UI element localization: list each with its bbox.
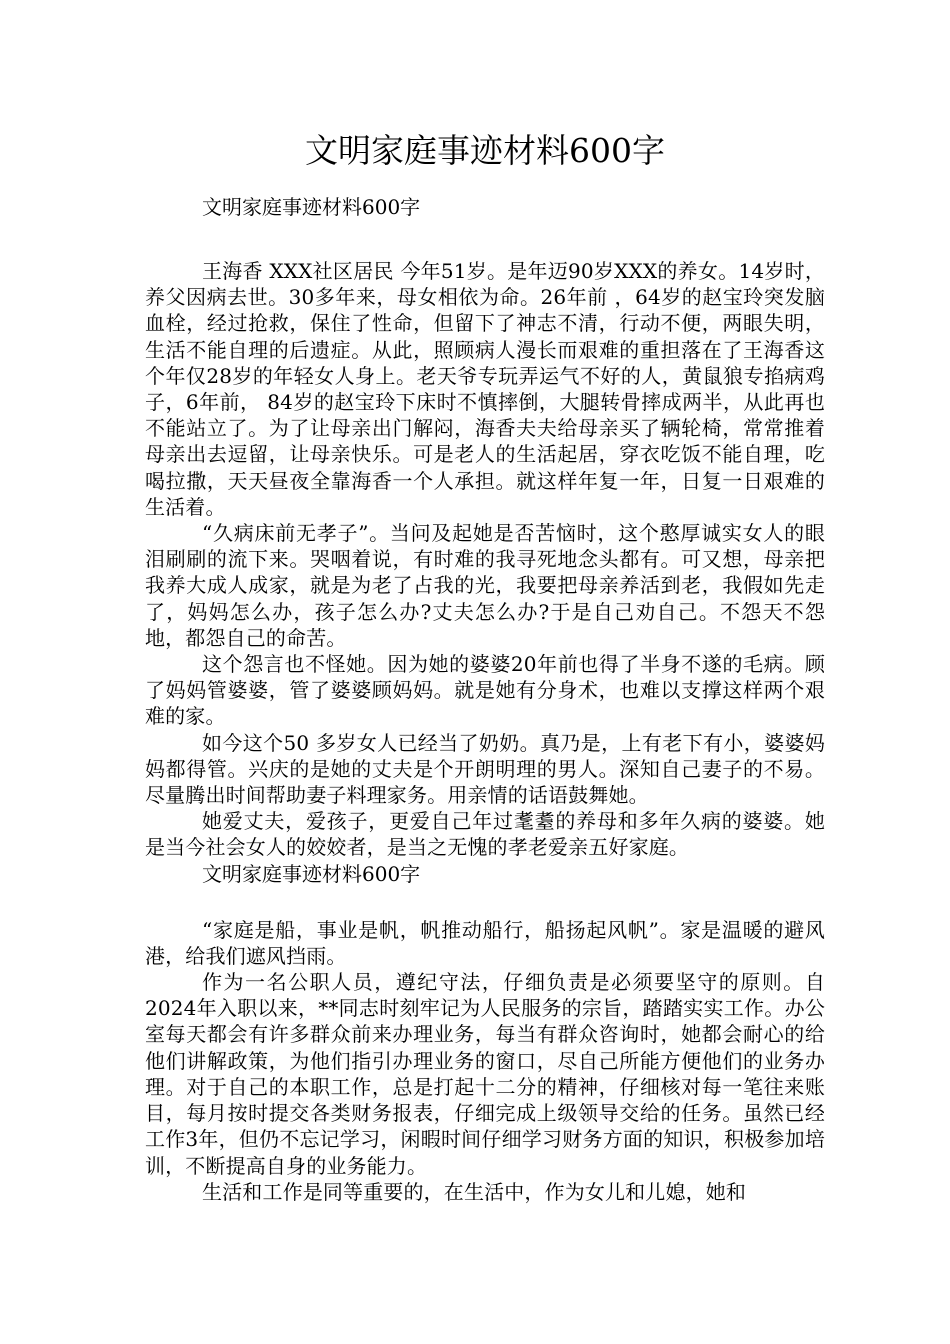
paragraph: 这个怨言也不怪她。因为她的婆婆20年前也得了半身不遂的毛病。顾了妈妈管婆婆，管了婆婆顾妈妈。就是她有分身术，也难以支撑这样两个艰难的家。 (145, 652, 825, 729)
spacer (145, 220, 825, 258)
paragraph: 王海香 XXX社区居民 今年51岁。是年迈90岁XXX的养女。14岁时，养父因病去世。30多年来，母女相依为命。26年前 ，64岁的赵宝玲突发脑血栓，经过抢救，保住了性命，但留下了神志不清，行动不便，两眼失明，生活不能自理的后遗症。从此，照顾病人漫长而艰难的重担落在了王海香这个年仅28岁的年轻女人身上。老天爷专玩弄运气不好的人，黄鼠狼专掐病鸡子，6年前， 84岁的赵宝玲下床时不慎摔倒，大腿转骨摔成两半，从此再也不能站立了。为了让母亲出门解闷，海香夫夫给母亲买了辆轮椅，常常推着母亲出去逗留，让母亲快乐。可是老人的生活起居，穿衣吃饭不能自理，吃喝拉撒，天天昼夜全靠海香一个人承担。就这样年复一年，日复一日艰难的生活着。 (145, 259, 825, 519)
document-page (145, 128, 825, 1205)
paragraph: 如今这个50 多岁女人已经当了奶奶。真乃是，上有老下有小，婆婆妈妈都得管。兴庆的是她的丈夫是个开朗明理的男人。深知自己妻子的不易。尽量腾出时间帮助妻子料理家务。用亲情的话语鼓舞她。 (145, 730, 825, 808)
paragraph: “家庭是船，事业是帆，帆推动船行，船扬起风帆”。家是温暖的避风港，给我们遮风挡雨。 (145, 917, 825, 968)
paragraph: 作为一名公职人员，遵纪守法，仔细负责是必须要坚守的原则。自2024年入职以来，**同志时刻牢记为人民服务的宗旨，踏踏实实工作。办公室每天都会有许多群众前来办理业务，每当有群众咨询时，她都会耐心的给他们讲解政策，为他们指引办理业务的窗口，尽自己所能方便他们的业务办理。对于自己的本职工作，总是打起十二分的精神，仔细核对每一笔往来账目，每月按时提交各类财务报表，仔细完成上级领导交给的任务。虽然已经工作3年，但仍不忘记学习，闲暇时间仔细学习财务方面的知识，积极参加培训，不断提高自身的业务能力。 (145, 970, 825, 1178)
document-title: 文明家庭事迹材料600字 (305, 131, 665, 170)
paragraph: “久病床前无孝子”。当问及起她是否苦恼时，这个憨厚诚实女人的眼泪刷刷的流下来。哭咽着说，有时难的我寻死地念头都有。可又想，母亲把我养大成人成家，就是为老了占我的光，我要把母亲养活到老，我假如先走了，妈妈怎么办，孩子怎么办?丈夫怎么办?于是自己劝自己。不怨天不怨地，都怨自己的命苦。 (145, 521, 825, 650)
paragraph: 她爱丈夫，爱孩子，更爱自己年过耄耋的养母和多年久病的婆婆。她是当今社会女人的姣姣者，是当之无愧的孝老爱亲五好家庭。 (145, 809, 825, 860)
section-2-heading: 文明家庭事迹材料600字 (202, 861, 421, 886)
paragraph: 生活和工作是同等重要的，在生活中，作为女儿和儿媳，她和 (202, 1179, 747, 1204)
spacer (145, 887, 825, 917)
section-1-heading: 文明家庭事迹材料600字 (202, 195, 421, 219)
